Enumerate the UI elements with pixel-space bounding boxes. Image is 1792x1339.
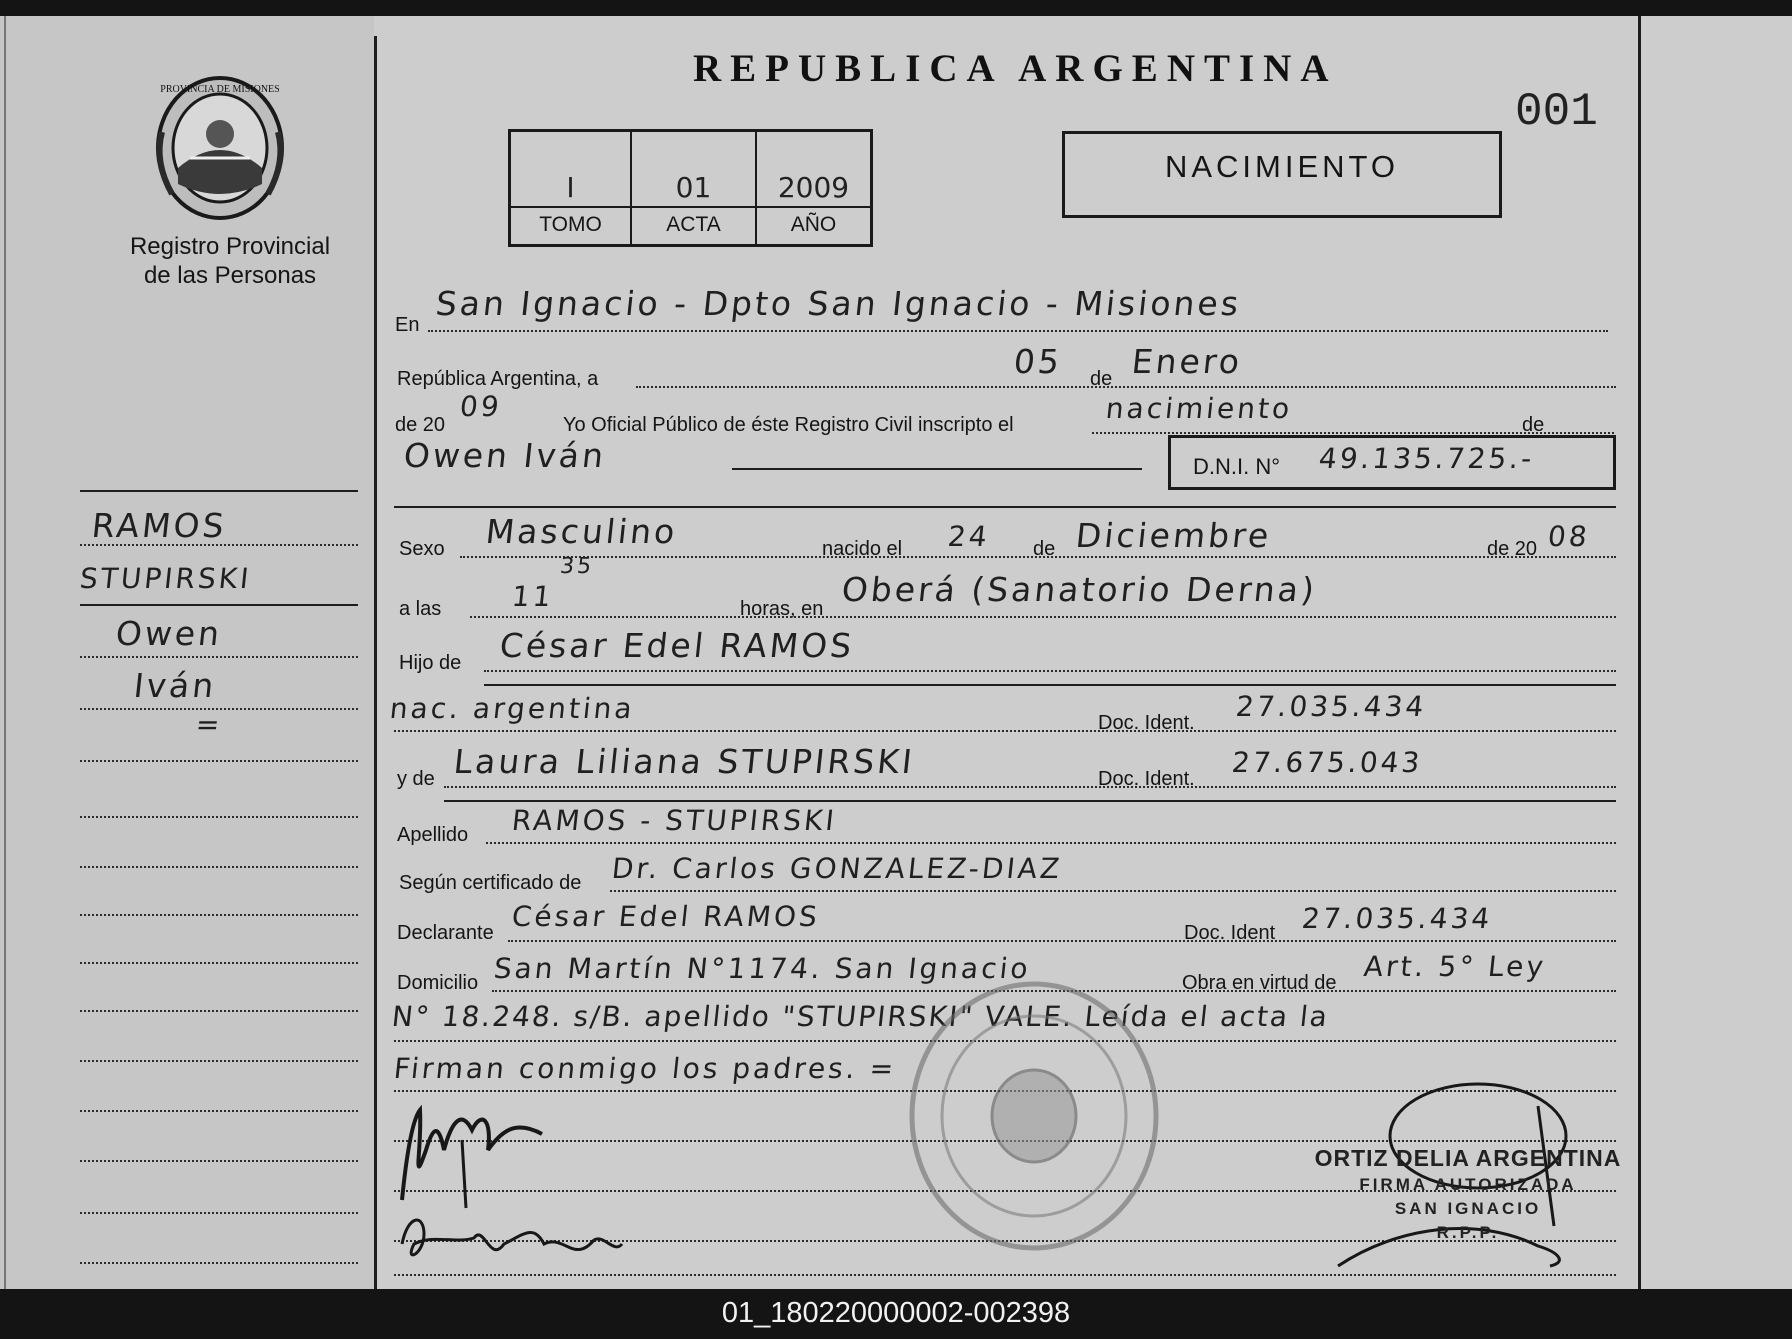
stub-dotted-line — [80, 1060, 358, 1062]
stub-given-2: Iván — [131, 666, 219, 705]
domicilio-value: San Martín N°1174. San Ignacio — [492, 952, 1033, 985]
stub-given-1: Owen — [113, 614, 225, 653]
declarante-doc-value: 27.035.434 — [1300, 902, 1495, 935]
registry-line-1: Registro Provincial — [129, 233, 331, 260]
stub-dotted-line — [80, 1262, 358, 1264]
acta-label: ACTA — [632, 206, 755, 244]
declarante-value: César Edel RAMOS — [510, 900, 822, 933]
stub-dotted-line — [80, 866, 358, 868]
hijo-line — [484, 670, 1616, 672]
sexo-label: Sexo — [399, 538, 445, 560]
declarante-doc-label: Doc. Ident — [1184, 922, 1276, 944]
place-value: San Ignacio - Dpto San Ignacio - Misiones — [433, 284, 1244, 323]
father-nationality-value: nac. argentina — [388, 692, 637, 725]
dni-value: 49.135.725.- — [1317, 442, 1537, 475]
stub-dotted-line — [80, 656, 358, 658]
doctor-value: Dr. Carlos GONZALEZ-DIAZ — [610, 852, 1064, 885]
horas-label: horas, en — [740, 598, 824, 620]
stub-dotted-line — [80, 1010, 358, 1012]
stub-top-rule — [80, 490, 358, 492]
tomo-value: I — [566, 171, 575, 204]
declarante-line — [508, 940, 1616, 942]
tomo-acta-ano-table — [508, 129, 873, 247]
section-rule — [394, 506, 1616, 508]
stub-mark: = — [194, 708, 225, 741]
alas-label: a las — [399, 598, 442, 620]
mother-rule — [444, 800, 1616, 802]
republica-label: República Argentina, a — [397, 368, 599, 390]
stub-separator-line — [374, 36, 377, 1289]
day-value: 05 — [1011, 342, 1065, 381]
father-doc-value: 27.035.434 — [1234, 690, 1429, 723]
declarante-label: Declarante — [397, 922, 494, 944]
father-signature — [392, 1090, 592, 1210]
ano-value: 2009 — [777, 171, 850, 204]
misiones-seal-logo — [150, 72, 290, 222]
dni-box — [1168, 435, 1616, 490]
acta-value: 01 — [675, 171, 712, 204]
stub-dotted-line — [80, 760, 358, 762]
obra-label: Obra en virtud de — [1182, 972, 1337, 994]
record-type-box: NACIMIENTO — [1062, 131, 1502, 218]
mother-line — [444, 786, 1616, 788]
file-id-caption: 01_180220000002-002398 — [721, 1297, 1071, 1329]
year-suffix-value: 09 — [458, 390, 504, 423]
officer-code: R.P.P. — [1436, 1223, 1500, 1242]
acta-cell — [632, 132, 757, 244]
sexo-value: Masculino — [483, 512, 680, 551]
mother-doc-value: 27.675.043 — [1230, 746, 1425, 779]
en-label: En — [395, 314, 420, 336]
yde-label: y de — [397, 768, 435, 790]
seal-lettering: PROVINCIA DE MISIONES — [160, 84, 280, 95]
stub-dotted-line — [80, 1110, 358, 1112]
officer-office: SAN IGNACIO — [1394, 1199, 1542, 1218]
segun-line — [610, 890, 1616, 892]
de-label-3: de — [1033, 538, 1056, 560]
stub-rule — [80, 604, 358, 606]
registry-stamp — [904, 976, 1164, 1256]
de-label: de — [1090, 368, 1113, 390]
domicilio-label: Domicilio — [397, 972, 479, 994]
notes-line-1: N° 18.248. s/B. apellido "STUPIRSKI" VALE. Leída el acta la — [390, 1000, 1331, 1033]
hijo-rule — [484, 684, 1616, 686]
birth-month-value: Diciembre — [1073, 516, 1274, 555]
notes-line-2: Firman conmigo los padres. = — [392, 1052, 898, 1085]
stub-dotted-line — [80, 1160, 358, 1162]
apellido-line — [486, 842, 1616, 844]
father-doc-label: Doc. Ident. — [1098, 712, 1195, 734]
stub-surname-1: RAMOS — [89, 506, 229, 545]
registry-name — [95, 232, 365, 290]
birth-day-value: 24 — [946, 520, 992, 553]
ano-label: AÑO — [757, 206, 870, 244]
birth-year-label: de 20 — [1487, 538, 1538, 560]
stub-surname-2: STUPIRSKI — [78, 562, 254, 595]
birth-certificate-page — [0, 16, 1792, 1289]
oficial-label: Yo Oficial Público de éste Registro Civil inscripto el — [563, 414, 1014, 436]
officer-role: FIRMA AUTORIZADA — [1359, 1175, 1577, 1194]
alas-line — [470, 616, 1616, 618]
stub-dotted-line — [80, 1212, 358, 1214]
hijo-label: Hijo de — [399, 652, 462, 674]
de-label-2: de — [1522, 414, 1545, 436]
birth-place-value: Oberá (Sanatorio Derna) — [839, 570, 1320, 609]
sexo-line — [460, 556, 1616, 558]
child-name-value: Owen Iván — [401, 436, 609, 475]
tomo-cell — [511, 132, 632, 244]
year-prefix-label: de 20 — [395, 414, 446, 436]
stub-dotted-line — [80, 962, 358, 964]
document-number: 001 — [1515, 86, 1598, 138]
name-line — [732, 468, 1142, 470]
month-value: Enero — [1129, 342, 1245, 381]
officer-block — [1288, 1143, 1648, 1245]
stub-dotted-line — [80, 544, 358, 546]
nacido-label: nacido el — [822, 538, 903, 560]
mother-signature — [394, 1204, 634, 1274]
nationality-line — [394, 730, 1616, 732]
inscribed-event-value: nacimiento — [1104, 392, 1294, 425]
date-line — [636, 386, 1616, 388]
country-title: REPUBLICA ARGENTINA — [693, 47, 1338, 90]
birth-year-suffix-value: 08 — [1546, 520, 1592, 553]
obra-value: Art. 5° Ley — [1362, 950, 1548, 983]
registry-line-2: de las Personas — [143, 262, 317, 289]
segun-label: Según certificado de — [399, 872, 582, 894]
stub-dotted-line — [80, 816, 358, 818]
mother-name-value: Laura Liliana STUPIRSKI — [451, 742, 917, 781]
apellido-label: Apellido — [397, 824, 469, 846]
apellido-value: RAMOS - STUPIRSKI — [510, 804, 839, 837]
ano-cell — [757, 132, 870, 244]
officer-name: ORTIZ DELIA ARGENTINA — [1314, 1145, 1622, 1171]
mother-doc-label: Doc. Ident. — [1098, 768, 1195, 790]
left-edge-line — [4, 16, 6, 1289]
right-border-line — [1638, 16, 1641, 1289]
stub-dotted-line — [80, 914, 358, 916]
dni-label: D.N.I. N° — [1193, 454, 1281, 479]
tomo-label: TOMO — [511, 206, 630, 244]
hour-value: 11 — [510, 580, 556, 613]
father-name-value: César Edel RAMOS — [497, 626, 857, 665]
place-line — [428, 330, 1608, 332]
minutes-value: 35 — [558, 554, 596, 579]
